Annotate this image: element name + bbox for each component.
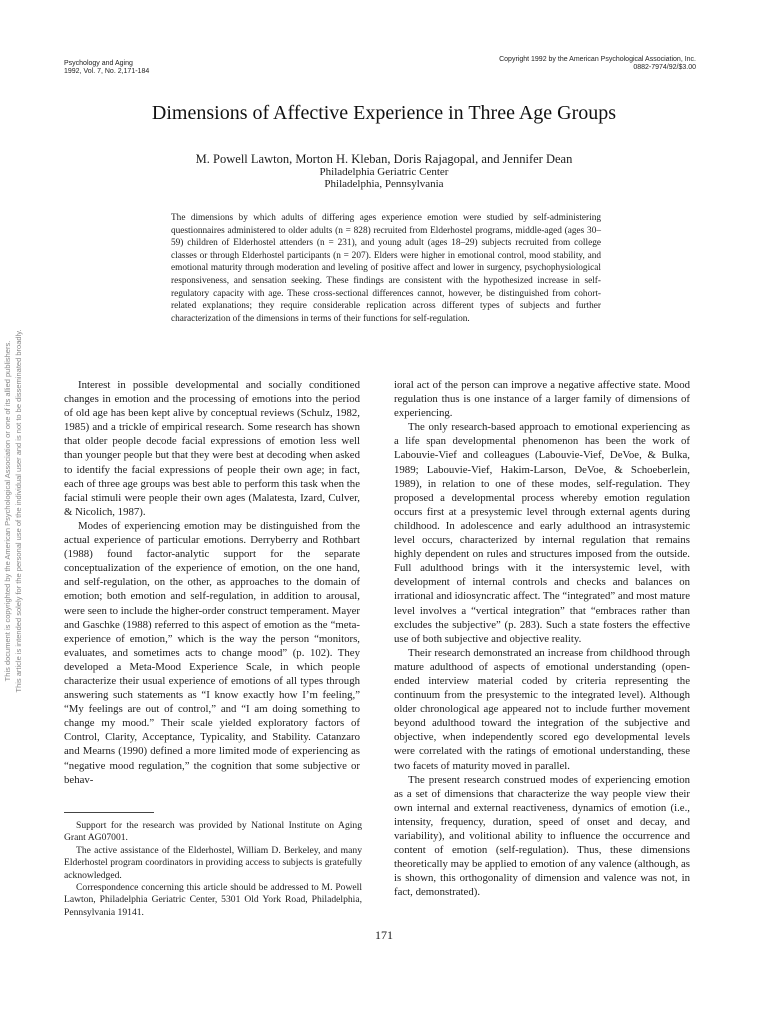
side-notice-line: This article is intended solely for the personal use of the individual user and is not to be disseminated broadly.: [14, 329, 23, 693]
footnotes: [64, 820, 362, 919]
body-paragraph: Their research demonstrated an increase from childhood through mature adulthood of aspects of emotional understanding (open-ended interview material coded by criteria representing the continuum from the presystemic to the integrated level). Although older chronological age appeared not to include further movement beyond adulthood toward the integration of the subjective and objective, when independently scored ego developmental levels were correlated with the ratings of emotional understanding, these two facets of maturity moved in parallel.: [394, 646, 690, 772]
issn-price: 0882-7974/92/$3.00: [633, 64, 696, 71]
body-paragraph: Interest in possible developmental and socially conditioned changes in emotion and the processing of emotions into the period of old age has been kept alive by conceptual reviews (Schulz, 1982, 1985) and a trickle of empirical research. Some research has shown that older people decode facial expressions of emotion less well than younger people but that they were best at decoding when asked to identify the facial expressions of people their own age; in fact, each of three age groups was best able to perform this task when the facial stimuli were people their own ages (Malatesta, Izard, Culver, & Nicolich, 1987).: [64, 379, 360, 518]
affiliation-location: Philadelphia, Pennsylvania: [324, 178, 444, 190]
abstract: [171, 212, 601, 325]
page-number: 171: [375, 928, 393, 942]
body-paragraph-continued: ioral act of the person can improve a negative affective state. Mood regulation thus is one instance of a larger family of dimensions of experiencing.: [394, 379, 690, 420]
affiliation: [0, 166, 768, 190]
journal-citation: [64, 60, 149, 76]
journal-name: Psychology and Aging: [64, 60, 133, 67]
copyright-notice: [499, 56, 696, 72]
footnote-acknowledgment: The active assistance of the Elderhostel, William D. Berkeley, and many Elderhostel program coordinators in providing access to subjects is gratefully acknowledged.: [64, 844, 362, 881]
copyright-line: Copyright 1992 by the American Psychological Association, Inc.: [499, 56, 696, 63]
footnote-funding: Support for the research was provided by National Institute on Aging Grant AG07001.: [64, 820, 362, 844]
side-notice-line: This document is copyrighted by the American Psychological Association or one of its allied publishers.: [3, 340, 12, 682]
article-title: Dimensions of Affective Experience in Three Age Groups: [151, 102, 617, 124]
footnote-correspondence: Correspondence concerning this article should be addressed to M. Powell Lawton, Philadelphia Geriatric Center, 5301 Old York Road, Philadelphia, Pennsylvania 19141.: [64, 882, 362, 918]
body-column-left: [64, 378, 360, 787]
body-paragraph: The present research construed modes of experiencing emotion as a set of dimensions that characterize the way people view their own internal and external reactiveness, dynamics of emotion (i.e., intensity, frequency, duration, speed of onset and decay, and variability), and volitional ability to influence the occurrence and content of emotion (self-regulation). Thus, these dimensions theoretically may be applied to emotion of any valence (although, as is shown, this orthogonality of dimension and valence was not, in fact, demonstrated).: [394, 773, 690, 899]
authors: M. Powell Lawton, Morton H. Kleban, Doris Rajagopal, and Jennifer Dean: [195, 152, 573, 166]
abstract-text: The dimensions by which adults of differing ages experience emotion were studied by self-administering questionnaires administered to older adults (n = 828) recruited from Elderhostel programs, middle-aged (ages 30–59) children of Elderhostel attenders (n = 231), and young adult (ages 18–29) subjects recruited from college classes or through Elderhostel participants (n = 207). Elders were higher in emotional control, mood stability, and emotional maturity through moderation and leveling of positive affect and lower in surgency, psychophysiological responsiveness, and sensation seeking. These findings are consistent with the hypothesized increase in self-regulatory capacity with age. These cross-sectional differences cannot, however, be distinguished from cohort-related explanations; they require considerable replication across different types of subjects and further characterization of the dimensions in terms of their functions for self-regulation.: [171, 213, 601, 324]
body-column-right: [394, 378, 690, 899]
body-paragraph: The only research-based approach to emotional experiencing as a life span developmental phenomenon has been the work of Labouvie-Vief and colleagues (Labouvie-Vief, DeVoe, & Bulka, 1989; Labouvie-Vief, Hakim-Larson, DeVoe, & Schoeberlein, 1989), in relation to one of these modes, self-regulation. They proposed a developmental process whereby emotion regulation occurs first at a presystemic level through external agents during childhood. In adolescence and early adulthood an intrasystemic level occurs, characterized by internal regulation that remains highly dependent on rules and structures imposed from the outside. Full adulthood brings with it the intersystemic level, with development of internal controls and checks and balances on irrational and idiosyncratic affect. The “integrated” and most mature level involves a “vertical integration” that “embraces rather than excludes the subjective” (p. 283). Such a state fosters the effective use of both subjective and objective reality.: [394, 421, 690, 645]
copyright-side-notice: [2, 126, 24, 896]
body-paragraph: Modes of experiencing emotion may be distinguished from the actual experience of particular emotions. Derryberry and Rothbart (1988) found factor-analytic support for the separate conceptualization of the experience of emotion, on the one hand, and self-regulation, on the other, as approaches to the domain of emotion; both emotion and self-regulation, in addition to arousal, were seen to include the higher-order construct temperament. Mayer and Gaschke (1988) referred to this aspect of emotion as the “meta-experience of emotion,” which is the way the person “monitors, evaluates, and sometimes acts to change mood” (p. 102). They developed a Meta-Mood Experience Scale, in which people characterize their usual experience of emotions of all types through answering such statements as “I know exactly how I’m feeling,” “My feelings are out of control,” and “I am doing something to change my mood.” Their scale yielded exploratory factors of Control, Clarity, Acceptance, Typicality, and Stability. Catanzaro and Mearns (1990) defined a more limited mode of experiencing as “negative mood regulation,” the cognition that some subjective or behav-: [64, 519, 360, 786]
affiliation-institution: Philadelphia Geriatric Center: [319, 166, 449, 178]
footnote-separator: [64, 812, 154, 813]
journal-volume: 1992, Vol. 7, No. 2,171-184: [64, 68, 150, 75]
